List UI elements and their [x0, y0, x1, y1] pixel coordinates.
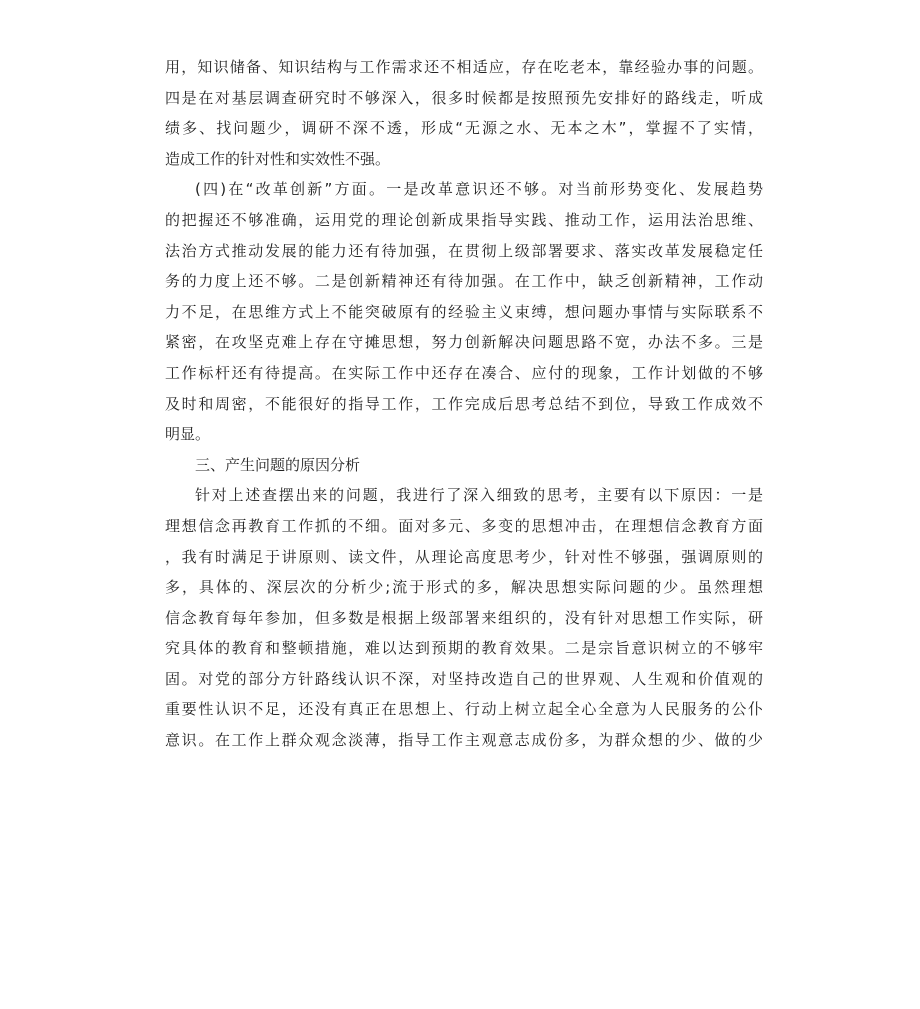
text-line: 用，知识储备、知识结构与工作需求还不相适应，存在吃老本，靠经验办事的问题。 — [165, 58, 763, 76]
text-line: 针对上述查摆出来的问题，我进行了深入细致的思考，主要有以下原因：一是 — [195, 486, 763, 505]
text-line: 明显。 — [165, 425, 211, 444]
text-line: 固。对党的部分方针路线认识不深，对坚持改造自己的世界观、人生观和价值观的 — [165, 669, 763, 688]
paragraph-reform-innovation — [165, 174, 763, 449]
text-line: 信念教育每年参加，但多数是根据上级部署来组织的，没有针对思想工作实际，研 — [165, 608, 763, 627]
text-line: 意识。在工作上群众观念淡薄，指导工作主观意志成份多，为群众想的少、做的少 — [165, 731, 763, 750]
text-line: 及时和周密，不能很好的指导工作，工作完成后思考总结不到位，导致工作成效不 — [165, 394, 763, 413]
section-heading-cause-analysis — [165, 450, 763, 481]
text-line: 务的力度上还不够。二是创新精神还有待加强。在工作中，缺乏创新精神，工作动 — [165, 272, 763, 291]
section-heading: 三、产生问题的原因分析 — [195, 455, 361, 474]
text-line: 四是在对基层调查研究时不够深入，很多时候都是按照预先安排好的路线走，听成 — [165, 88, 763, 107]
text-line: 紧密，在攻坚克难上存在守摊思想，努力创新解决问题思路不宽，办法不多。三是 — [165, 333, 763, 352]
text-line: 造成工作的针对性和实效性不强。 — [165, 149, 391, 168]
text-line: 工作标杆还有待提高。在实际工作中还存在凑合、应付的现象，工作计划做的不够 — [165, 363, 763, 382]
text-line: 法治方式推动发展的能力还有待加强，在贯彻上级部署要求、落实改革发展稳定任 — [165, 241, 763, 260]
document-body — [165, 52, 763, 756]
paragraph-weaknesses-continued — [165, 52, 763, 174]
text-line: ，我有时满足于讲原则、读文件，从理论高度思考少，针对性不够强，强调原则的 — [165, 547, 763, 566]
text-line: 的把握还不够准确，运用党的理论创新成果指导实践、推动工作，运用法治思维、 — [165, 210, 763, 229]
paragraph-cause-analysis — [165, 480, 763, 755]
text-line: 力不足，在思维方式上不能突破原有的经验主义束缚，想问题办事情与实际联系不 — [165, 302, 763, 321]
text-line: 绩多、找问题少，调研不深不透，形成“无源之水、无本之木”，掌握不了实情， — [165, 119, 763, 138]
text-line: (四)在“改革创新”方面。一是改革意识还不够。对当前形势变化、发展趋势 — [195, 180, 763, 199]
text-line: 多，具体的、深层次的分析少;流于形式的多，解决思想实际问题的少。虽然理想 — [165, 578, 763, 597]
text-line: 重要性认识不足，还没有真正在思想上、行动上树立起全心全意为人民服务的公仆 — [165, 700, 763, 719]
text-line: 理想信念再教育工作抓的不细。面对多元、多变的思想冲击，在理想信念教育方面 — [165, 516, 763, 535]
text-line: 究具体的教育和整顿措施，难以达到预期的教育效果。二是宗旨意识树立的不够牢 — [165, 639, 763, 658]
